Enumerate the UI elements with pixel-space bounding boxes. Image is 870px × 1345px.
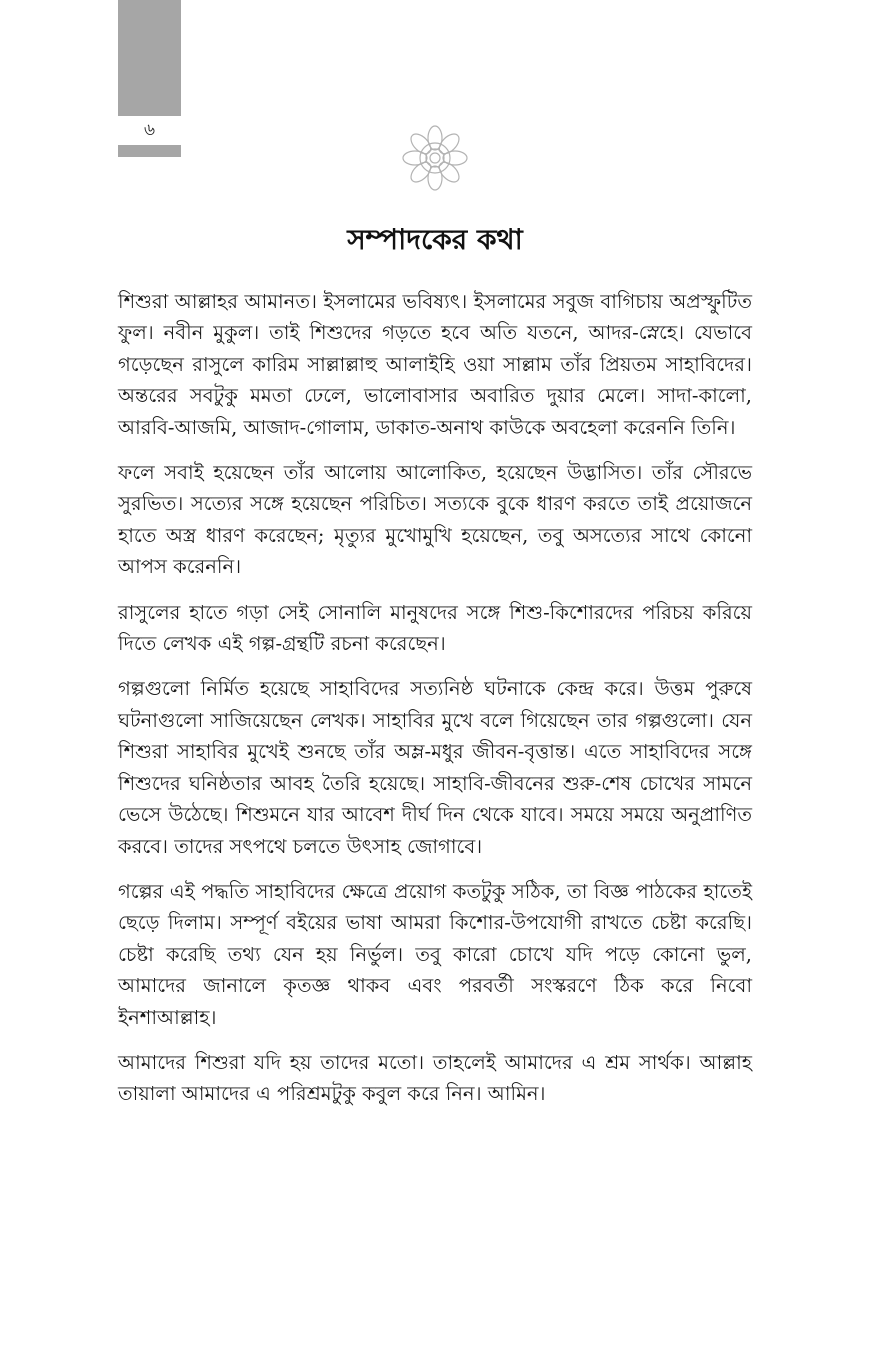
paragraph-4: গল্পগুলো নির্মিত হয়েছে সাহাবিদের সত্যনিষ্ঠ ঘটনাকে কেন্দ্র করে। উত্তম পুরুষে ঘটনাগুলো সাজিয়েছেন লেখক। সাহাবির মুখে বলে গিয়েছেন তার গল্পগুলো। যেন শিশুরা সাহাবির মুখেই শুনছে তাঁর অম্ল-মধুর জীবন-বৃত্তান্ত। এতে সাহাবিদের সঙ্গে শিশুদের ঘনিষ্ঠতার আবহ তৈরি হয়েছে। সাহাবি-জীবনের শুরু-শেষ চোখের সামনে ভেসে উঠেছে। শিশুমনে যার আবেশ দীর্ঘ দিন থেকে যাবে। সময়ে সময়ে অনুপ্রাণিত করবে। তাদের সৎপথে চলতে উৎসাহ জোগাবে। xyxy=(118,677,752,858)
paragraph-1: শিশুরা আল্লাহর আমানত। ইসলামের ভবিষ্যৎ। ইসলামের সবুজ বাগিচায় অপ্রস্ফুটিত ফুল। নবীন মুকুল। তাই শিশুদের গড়তে হবে অতি যতনে, আদর-স্নেহে। যেভাবে গড়েছেন রাসুলে কারিম সাল্লাল্লাহু আলাইহি ওয়া সাল্লাম তাঁর প্রিয়তম সাহাবিদের। অন্তরের সবটুকু মমতা ঢেলে, ভালোবাসার অবারিত দুয়ার মেলে। সাদা-কালো, আরবি-আজমি, আজাদ-গোলাম, ডাকাত-অনাথ কাউকে অবহেলা করেননি তিনি। xyxy=(118,290,752,439)
paragraph-5: গল্পের এই পদ্ধতি সাহাবিদের ক্ষেত্রে প্রয়োগ কতটুকু সঠিক, তা বিজ্ঞ পাঠকের হাতেই ছেড়ে দিলাম। সম্পূর্ণ বইয়ের ভাষা আমরা কিশোর-উপযোগী রাখতে চেষ্টা করেছি। চেষ্টা করেছি তথ্য যেন হয় নির্ভুল। তবু কারো চোখে যদি পড়ে কোনো ভুল, আমাদের জানালে কৃতজ্ঞ থাকব এবং পরবর্তী সংস্করণে ঠিক করে নিবো ইনশাআল্লাহ। xyxy=(118,879,752,1029)
editor-note-body xyxy=(118,286,752,1124)
floral-ornament-icon xyxy=(401,124,469,192)
paragraph-6: আমাদের শিশুরা যদি হয় তাদের মতো। তাহলেই আমাদের এ শ্রম সার্থক। আল্লাহ তায়ালা আমাদের এ পরিশ্রমটুকু কবুল করে নিন। আমিন। xyxy=(118,1050,752,1106)
page-title: সম্পাদকের কথা xyxy=(347,223,523,256)
page-tab-bar xyxy=(118,0,181,116)
paragraph-2: ফলে সবাই হয়েছেন তাঁর আলোয় আলোকিত, হয়েছেন উদ্ভাসিত। তাঁর সৌরভে সুরভিত। সত্যের সঙ্গে হয়েছেন পরিচিত। সত্যকে বুকে ধারণ করতে তাই প্রয়োজনে হাতে অস্ত্র ধারণ করেছেন; মৃত্যুর মুখোমুখি হয়েছেন, তবু অসত্যের সাথে কোনো আপস করেননি। xyxy=(118,461,752,579)
paragraph-3: রাসুলের হাতে গড়া সেই সোনালি মানুষদের সঙ্গে শিশু-কিশোরদের পরিচয় করিয়ে দিতে লেখক এই গল্প-গ্রন্থটি রচনা করেছেন। xyxy=(118,600,752,656)
page-number-underline xyxy=(118,145,181,157)
page-number: ৬ xyxy=(143,120,156,140)
